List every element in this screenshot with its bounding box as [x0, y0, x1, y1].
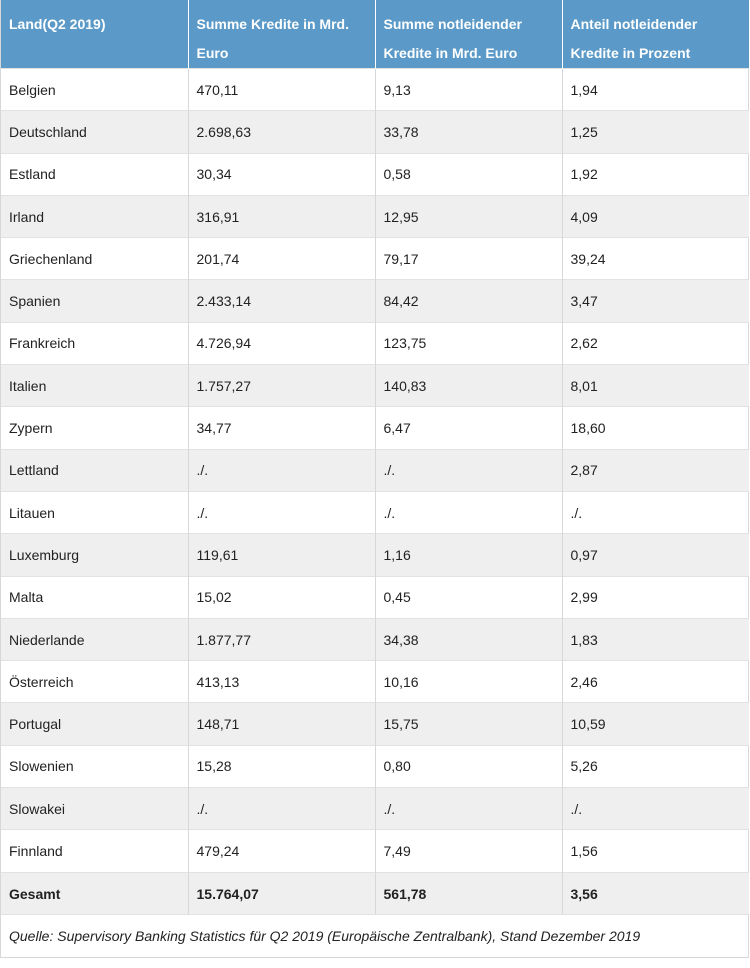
- table-row: [1, 238, 749, 280]
- cell-npl-share: ./.: [562, 788, 749, 830]
- cell-country: Spanien: [1, 280, 188, 322]
- cell-total-loans: 2.698,63: [188, 111, 375, 153]
- cell-country: Slowenien: [1, 745, 188, 787]
- cell-total-loans: 479,24: [188, 830, 375, 872]
- total-cell-country: Gesamt: [1, 872, 188, 914]
- cell-country: Niederlande: [1, 618, 188, 660]
- cell-npl-sum: ./.: [375, 449, 562, 491]
- cell-total-loans: 1.757,27: [188, 365, 375, 407]
- cell-country: Slowakei: [1, 788, 188, 830]
- cell-npl-share: 2,99: [562, 576, 749, 618]
- cell-npl-sum: 10,16: [375, 661, 562, 703]
- cell-npl-sum: ./.: [375, 788, 562, 830]
- cell-country: Lettland: [1, 449, 188, 491]
- header-row: [1, 0, 749, 69]
- cell-npl-sum: 7,49: [375, 830, 562, 872]
- total-cell-npl-share: 3,56: [562, 872, 749, 914]
- table-row: [1, 280, 749, 322]
- table-row: [1, 576, 749, 618]
- cell-total-loans: 15,28: [188, 745, 375, 787]
- table-row: [1, 830, 749, 872]
- cell-total-loans: 1.877,77: [188, 618, 375, 660]
- cell-country: Zypern: [1, 407, 188, 449]
- cell-npl-share: 0,97: [562, 534, 749, 576]
- cell-total-loans: 148,71: [188, 703, 375, 745]
- cell-total-loans: 470,11: [188, 69, 375, 111]
- cell-npl-sum: 0,80: [375, 745, 562, 787]
- cell-country: Irland: [1, 195, 188, 237]
- table-row: [1, 322, 749, 364]
- table-row: [1, 618, 749, 660]
- table-row: [1, 365, 749, 407]
- cell-npl-sum: 15,75: [375, 703, 562, 745]
- cell-npl-sum: 0,58: [375, 153, 562, 195]
- cell-total-loans: ./.: [188, 491, 375, 533]
- cell-npl-share: 2,87: [562, 449, 749, 491]
- cell-npl-sum: 1,16: [375, 534, 562, 576]
- table-row: [1, 745, 749, 787]
- cell-npl-sum: 34,38: [375, 618, 562, 660]
- cell-npl-share: 2,46: [562, 661, 749, 703]
- table-row: [1, 111, 749, 153]
- cell-total-loans: 34,77: [188, 407, 375, 449]
- table-row: [1, 491, 749, 533]
- cell-npl-sum: 33,78: [375, 111, 562, 153]
- cell-npl-share: 10,59: [562, 703, 749, 745]
- cell-npl-sum: 0,45: [375, 576, 562, 618]
- cell-npl-sum: 140,83: [375, 365, 562, 407]
- cell-total-loans: ./.: [188, 788, 375, 830]
- cell-total-loans: ./.: [188, 449, 375, 491]
- cell-country: Finnland: [1, 830, 188, 872]
- cell-country: Luxemburg: [1, 534, 188, 576]
- cell-country: Portugal: [1, 703, 188, 745]
- table-row: [1, 449, 749, 491]
- cell-npl-share: 39,24: [562, 238, 749, 280]
- table-row: [1, 788, 749, 830]
- cell-npl-sum: 6,47: [375, 407, 562, 449]
- cell-country: Griechenland: [1, 238, 188, 280]
- total-cell-total-loans: 15.764,07: [188, 872, 375, 914]
- cell-total-loans: 316,91: [188, 195, 375, 237]
- table-row: [1, 195, 749, 237]
- table-row: [1, 69, 749, 111]
- cell-country: Italien: [1, 365, 188, 407]
- cell-npl-share: 1,56: [562, 830, 749, 872]
- table-row: [1, 153, 749, 195]
- total-row: [1, 872, 749, 914]
- cell-npl-sum: 84,42: [375, 280, 562, 322]
- cell-npl-sum: 12,95: [375, 195, 562, 237]
- cell-npl-sum: ./.: [375, 491, 562, 533]
- cell-total-loans: 15,02: [188, 576, 375, 618]
- header-npl-sum: Summe notleidender Kredite in Mrd. Euro: [375, 0, 562, 69]
- table-row: [1, 703, 749, 745]
- cell-total-loans: 119,61: [188, 534, 375, 576]
- cell-total-loans: 4.726,94: [188, 322, 375, 364]
- cell-country: Deutschland: [1, 111, 188, 153]
- cell-total-loans: 30,34: [188, 153, 375, 195]
- header-total-loans: Summe Kredite in Mrd. Euro: [188, 0, 375, 69]
- header-country: Land(Q2 2019): [1, 0, 188, 69]
- cell-total-loans: 201,74: [188, 238, 375, 280]
- source-note: Quelle: Supervisory Banking Statistics für Q2 2019 (Europäische Zentralbank), Stand Dezember 2019: [1, 914, 748, 957]
- npl-table: [1, 0, 749, 914]
- table-row: [1, 407, 749, 449]
- cell-npl-sum: 79,17: [375, 238, 562, 280]
- table-row: [1, 661, 749, 703]
- table-header: [1, 0, 749, 69]
- cell-npl-sum: 9,13: [375, 69, 562, 111]
- cell-npl-sum: 123,75: [375, 322, 562, 364]
- cell-npl-share: 1,83: [562, 618, 749, 660]
- cell-country: Belgien: [1, 69, 188, 111]
- cell-npl-share: 4,09: [562, 195, 749, 237]
- cell-country: Frankreich: [1, 322, 188, 364]
- cell-npl-share: 1,94: [562, 69, 749, 111]
- cell-total-loans: 2.433,14: [188, 280, 375, 322]
- header-npl-share: Anteil notleidender Kredite in Prozent: [562, 0, 749, 69]
- cell-country: Litauen: [1, 491, 188, 533]
- cell-country: Österreich: [1, 661, 188, 703]
- cell-npl-share: ./.: [562, 491, 749, 533]
- cell-npl-share: 3,47: [562, 280, 749, 322]
- cell-npl-share: 1,25: [562, 111, 749, 153]
- cell-npl-share: 5,26: [562, 745, 749, 787]
- table-row: [1, 534, 749, 576]
- cell-npl-share: 2,62: [562, 322, 749, 364]
- cell-total-loans: 413,13: [188, 661, 375, 703]
- table-body: [1, 69, 749, 915]
- cell-npl-share: 18,60: [562, 407, 749, 449]
- cell-npl-share: 1,92: [562, 153, 749, 195]
- cell-npl-share: 8,01: [562, 365, 749, 407]
- total-cell-npl-sum: 561,78: [375, 872, 562, 914]
- cell-country: Malta: [1, 576, 188, 618]
- cell-country: Estland: [1, 153, 188, 195]
